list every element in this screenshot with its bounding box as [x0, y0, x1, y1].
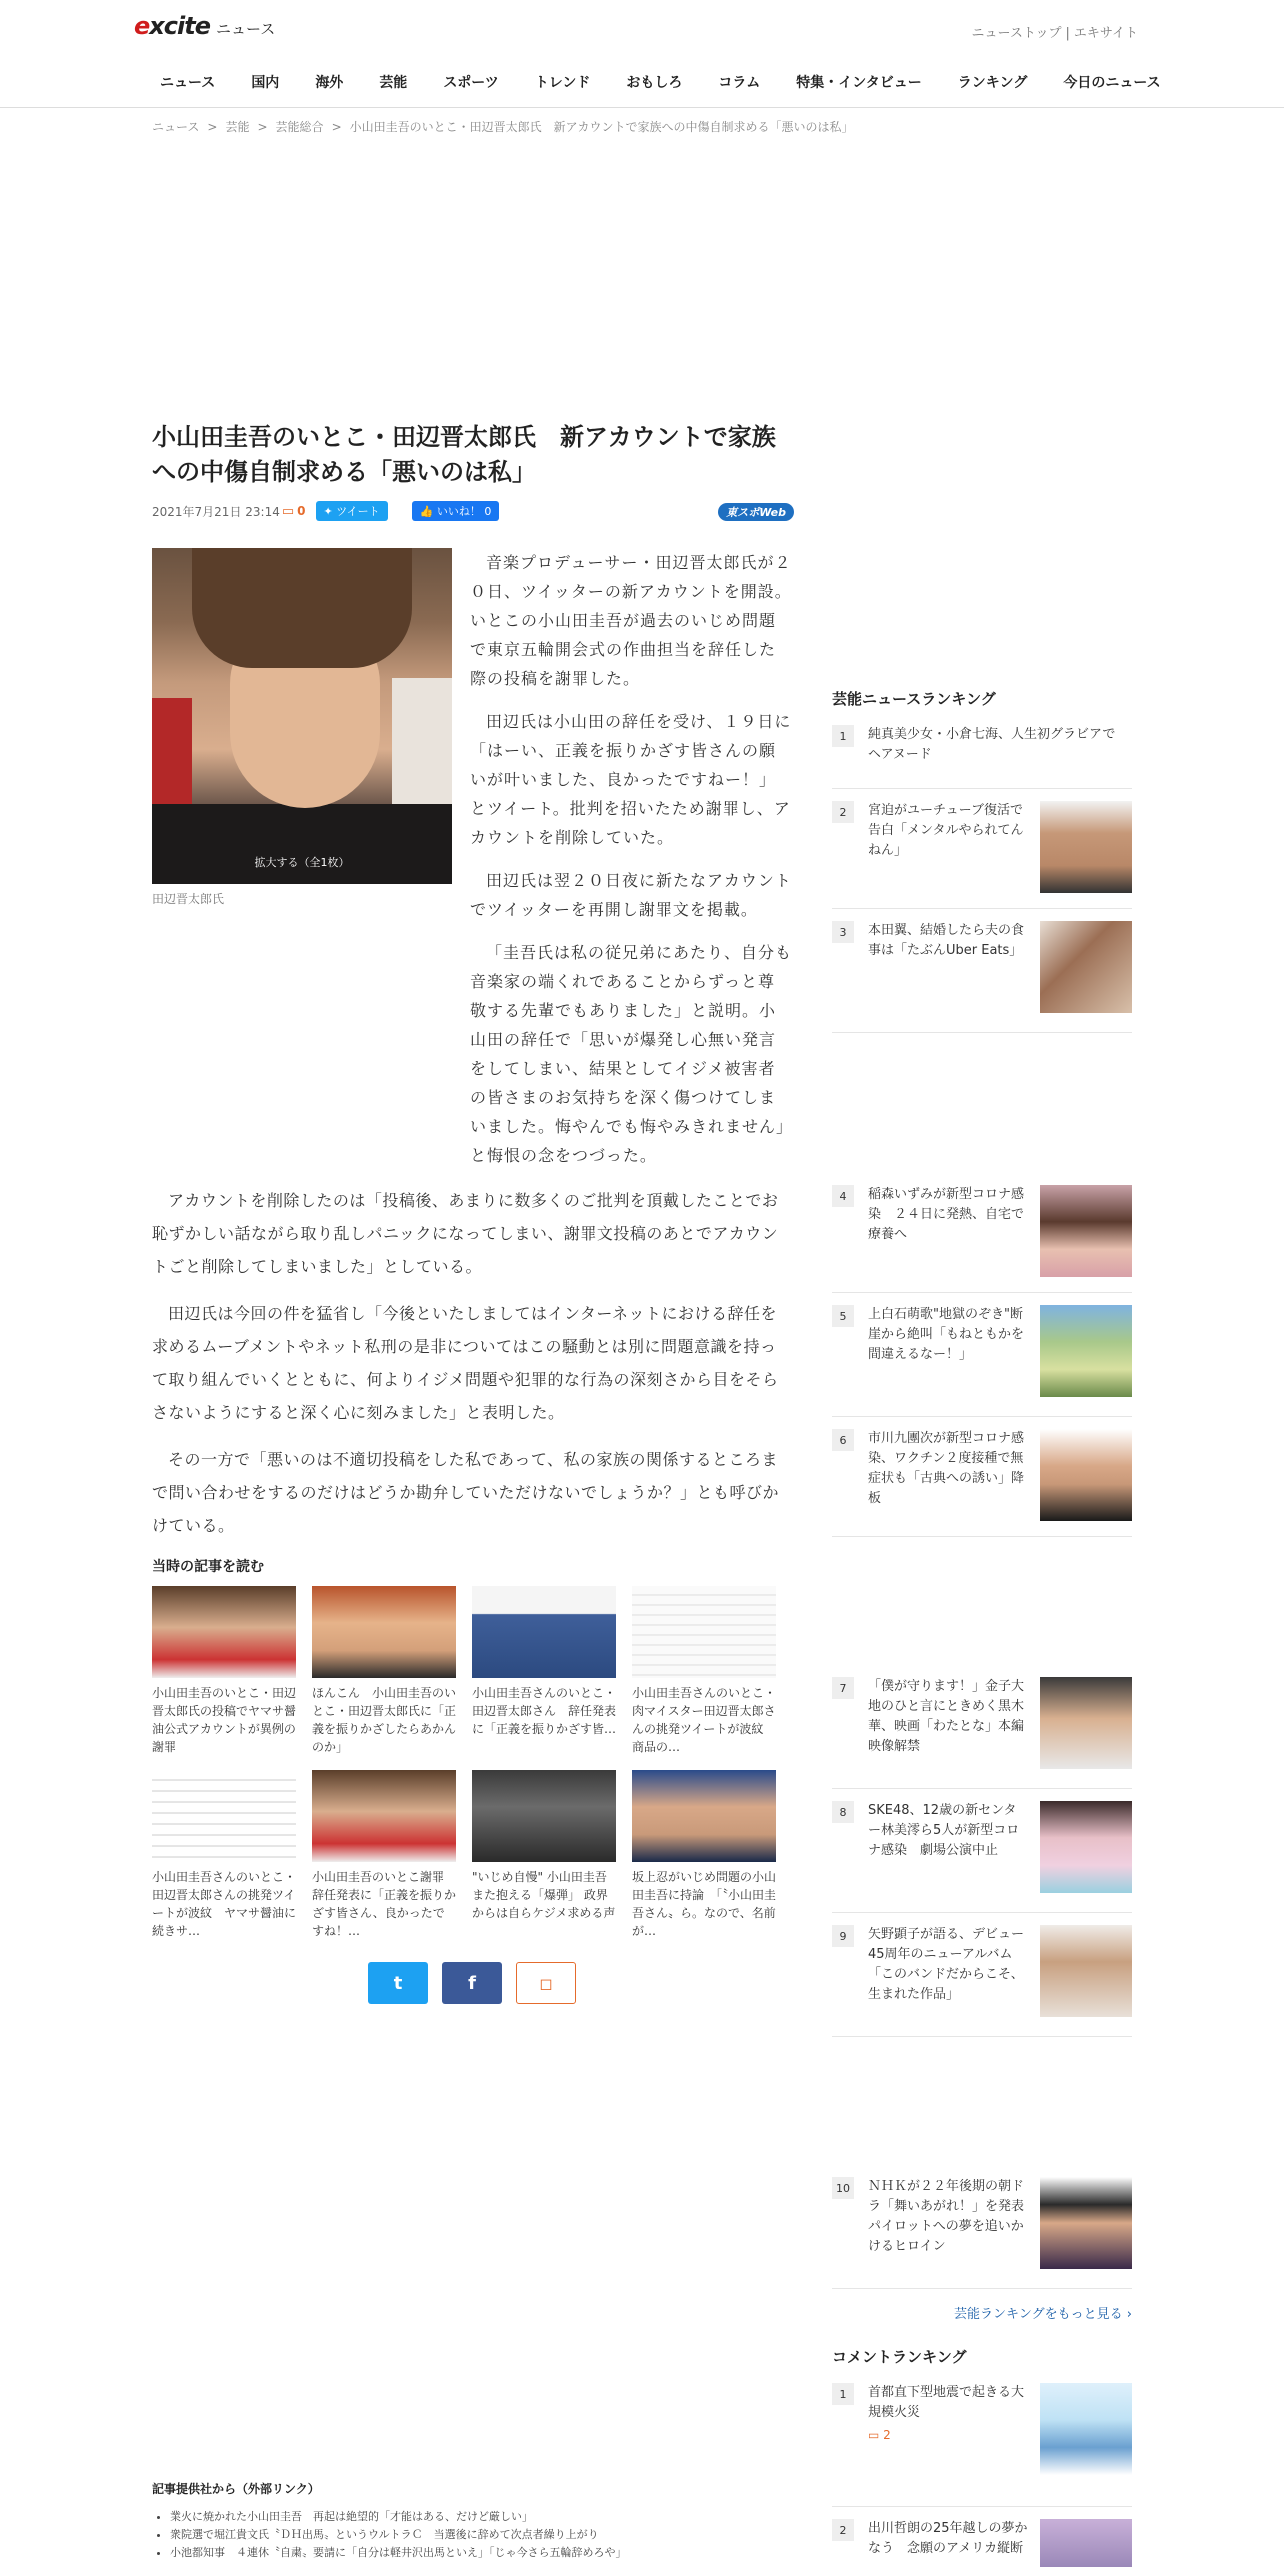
- related-item[interactable]: [632, 1586, 776, 1756]
- rank-number: 7: [832, 1677, 854, 1699]
- source-logo[interactable]: 東スポWeb: [718, 503, 794, 521]
- twitter-bird-icon: ✦: [323, 504, 337, 518]
- paragraph: 「圭吾氏は私の従兄弟にあたり、自分も音楽家の端くれであることからずっと尊敬する先輩でもありました」と説明。小山田の辞任で「思いが爆発し心無い発言をしてしまい、結果としてイジメ被害者の皆さまのお気持ちを深く傷つけてしまいました。悔やんでも悔やみきれません」と悔恨の念をつづった。: [470, 943, 793, 1165]
- rank-title: 市川九團次が新型コロナ感染、ワクチン２度接種で無症状も「古典への誘い」降板: [868, 1431, 1025, 1506]
- related-title: 小山田圭吾さんのいとこ・田辺晋太郎さん 辞任発表に「正義を振りかざす皆…: [472, 1686, 616, 1736]
- rank-thumb: [1040, 2177, 1132, 2269]
- rank-title: 矢野顕子が語る、デビュー45周年のニューアルバム「このバンドだからこそ、生まれた作品」: [868, 1927, 1025, 2002]
- external-link[interactable]: • 業火に焼かれた小山田圭吾 再起は絶望的「才能はある、だけど厳しい」: [170, 2508, 627, 2526]
- rank-number: 2: [832, 801, 854, 823]
- breadcrumb-sep: >: [257, 120, 268, 134]
- related-grid: [152, 1586, 792, 1940]
- rank-number: 9: [832, 1925, 854, 1947]
- rank-title: 稲森いずみが新型コロナ感染 ２４日に発熱、自宅で療養へ: [868, 1187, 1025, 1242]
- photo-hair: [192, 548, 412, 668]
- article-photo[interactable]: [152, 548, 452, 884]
- comment-count[interactable]: 0: [297, 504, 306, 518]
- related-title: 小山田圭吾のいとこ・田辺晋太郎氏の投稿でヤマサ醤油公式アカウントが異例の謝罪: [152, 1686, 296, 1754]
- share-twitter-button[interactable]: [368, 1962, 428, 2004]
- ranking-item[interactable]: [832, 789, 1132, 909]
- comment-icon[interactable]: ▭: [281, 503, 295, 519]
- related-heading: 当時の記事を読む: [152, 1559, 264, 1575]
- rank-title: 「僕が守ります！」金子大地のひと言にときめく黒木華、映画「わたとな」本編映像解禁: [868, 1679, 1025, 1754]
- top-link-excite[interactable]: エキサイト: [1073, 26, 1138, 41]
- breadcrumb-current: 小山田圭吾のいとこ・田辺晋太郎氏 新アカウントで家族への中傷自制求める「悪いのは私」: [349, 120, 854, 134]
- breadcrumb-sep: >: [207, 120, 218, 134]
- related-thumb: [472, 1586, 616, 1678]
- rank-number: 5: [832, 1305, 854, 1327]
- rank-title: [868, 2383, 1028, 2445]
- rank-number: 8: [832, 1801, 854, 1823]
- photo-caption: 田辺晋太郎氏: [152, 892, 225, 906]
- related-thumb: [472, 1770, 616, 1862]
- rank-title: SKE48、12歳の新センター林美澪ら5人が新型コロナ感染 劇場公演中止: [868, 1803, 1020, 1858]
- rank-thumb: [1040, 2383, 1132, 2475]
- ranking-item[interactable]: [832, 2165, 1132, 2289]
- comment-button[interactable]: [516, 1962, 576, 2004]
- article-body: [152, 1184, 792, 1542]
- related-item[interactable]: [472, 1586, 616, 1756]
- photo-shirt: [152, 804, 452, 884]
- related-item[interactable]: [632, 1770, 776, 1940]
- related-item[interactable]: [152, 1770, 296, 1940]
- ranking-item[interactable]: [832, 725, 1132, 789]
- nav-item-entertainment[interactable]: 芸能: [379, 75, 408, 91]
- breadcrumb-entertainment[interactable]: 芸能: [225, 120, 250, 134]
- rank-thumb: [1040, 1677, 1132, 1769]
- related-item[interactable]: [472, 1770, 616, 1940]
- lead-text: [470, 548, 792, 1170]
- related-title: 小山田圭吾のいとこ謝罪 辞任発表に「正義を振りかざす皆さん、良かったですね！…: [312, 1870, 456, 1938]
- nav-item-ranking[interactable]: ランキング: [957, 75, 1028, 91]
- article-meta: [152, 500, 792, 522]
- sidebar-spacer: [832, 2037, 1132, 2165]
- ranking-item[interactable]: [832, 1665, 1132, 1789]
- photo-backdrop: [152, 698, 192, 818]
- logo-section: ニュース: [215, 20, 276, 38]
- rank-thumb: [1040, 1429, 1132, 1521]
- sidebar-spacer: [832, 1537, 1132, 1665]
- article-date: 2021年7月21日 23:14: [152, 504, 280, 519]
- ranking-item[interactable]: [832, 1789, 1132, 1913]
- ranking-heading: 芸能ニュースランキング: [832, 690, 996, 708]
- rank-comment-number: 2: [883, 2428, 891, 2442]
- rank-title: 純真美少女・小倉七海、人生初グラビアでヘアヌード: [868, 727, 1116, 762]
- nav-item-news[interactable]: ニュース: [160, 75, 216, 91]
- share-row: [152, 1962, 792, 2004]
- external-link[interactable]: • 小池都知事 ４連休〝自粛〟要請に「自分は軽井沢出馬といえ」「じゃ今さら五輪辞めろや」: [170, 2544, 627, 2562]
- ranking-item[interactable]: [832, 909, 1132, 1033]
- rank-title: 出川哲朗の25年越しの夢かなう 念願のアメリカ縦断: [868, 2521, 1028, 2556]
- article-title: 小山田圭吾のいとこ・田辺晋太郎氏 新アカウントで家族への中傷自制求める「悪いのは私」: [152, 423, 776, 486]
- ranking-item[interactable]: [832, 1913, 1132, 2037]
- rank-thumb: [1040, 801, 1132, 893]
- rank-number: 6: [832, 1429, 854, 1451]
- paragraph: 田辺氏は今回の件を猛省し「今後といたしましてはインターネットにおける辞任を求めるムーブメントやネット私刑の是非についてはこの騒動とは別に問題意識を持って取り組んでいくとともに、何よりイジメ問題や犯罪的な行為の深刻さから目をそらさないようにすると深く心に刻みました」と表明した。: [152, 1304, 779, 1422]
- rank-number: 10: [832, 2177, 854, 2199]
- rank-thumb: [1040, 1305, 1132, 1397]
- rank-title: 宮迫がユーチューブ復活で告白「メンタルやられてんねん」: [868, 803, 1024, 858]
- related-item[interactable]: [152, 1586, 296, 1756]
- rank-thumb: [1040, 1925, 1132, 2017]
- nav-item-feature[interactable]: 特集・インタビュー: [796, 75, 922, 91]
- comment-icon: ▭: [868, 2428, 884, 2442]
- tweet-button[interactable]: [316, 501, 388, 521]
- thumbs-up-icon: 👍: [419, 504, 437, 518]
- related-item[interactable]: [312, 1586, 456, 1756]
- facebook-icon: f: [468, 1972, 476, 1994]
- top-link-news-top[interactable]: ニューストップ: [971, 26, 1062, 41]
- like-button[interactable]: [412, 501, 500, 521]
- like-label: いいね！ 0: [436, 505, 492, 518]
- nav-item-domestic[interactable]: 国内: [251, 75, 280, 91]
- rank-title: 本田翼、結婚したら夫の食事は「たぶんUber Eats」: [868, 923, 1025, 958]
- breadcrumb-sep: >: [331, 120, 342, 134]
- rank-thumb: [1040, 1801, 1132, 1893]
- paragraph: その一方で「悪いのは不適切投稿をした私であって、私の家族の関係するところまで問い合わせをするのだけはどうか勘弁していただけないでしょうか？」とも呼びかけている。: [152, 1450, 780, 1535]
- rank-thumb: [1040, 1185, 1132, 1277]
- tweet-label: ツイート: [336, 505, 380, 518]
- related-title: 小山田圭吾さんのいとこ・田辺晋太郎さんの挑発ツイートが波紋 ヤマサ醤油に続きサ…: [152, 1870, 296, 1938]
- related-thumb: [152, 1770, 296, 1862]
- twitter-icon: t: [393, 1972, 403, 1994]
- site-header: [0, 0, 1284, 108]
- ranking-item[interactable]: [832, 1417, 1132, 1537]
- rank-title-text: 首都直下型地震で起きる大規模火災: [868, 2385, 1025, 2420]
- external-links-heading: 記事提供社から（外部リンク）: [152, 2482, 320, 2496]
- global-nav: [142, 72, 1179, 92]
- nav-item-world[interactable]: 海外: [315, 75, 344, 91]
- nav-item-sports[interactable]: スポーツ: [443, 75, 499, 91]
- sidebar-spacer: [832, 1033, 1132, 1173]
- nav-item-column[interactable]: コラム: [718, 75, 761, 91]
- more-link-label: 芸能ランキングをもっと見る: [954, 2307, 1123, 2322]
- logo-brand-text: xcite: [149, 12, 210, 40]
- article: [152, 420, 792, 2004]
- nav-item-fun[interactable]: おもしろ: [626, 75, 683, 91]
- related-title: ほんこん 小山田圭吾のいとこ・田辺晋太郎氏に「正義を振りかざしたらあかんのか」: [312, 1686, 456, 1754]
- nav-item-trend[interactable]: トレンド: [534, 75, 591, 91]
- ranking-item[interactable]: [832, 1173, 1132, 1293]
- rank-number: 1: [832, 2383, 854, 2405]
- rank-comment-count: [868, 2425, 1028, 2445]
- related-title: 小山田圭吾さんのいとこ・肉マイスター田辺晋太郎さんの挑発ツイートが波紋 商品の…: [632, 1686, 776, 1754]
- rank-thumb: [1040, 2519, 1132, 2567]
- paragraph: 田辺氏は小山田の辞任を受け、１９日に「はーい、正義を振りかざす皆さんの願いが叶いました、良かったですねー！」とツイート。批判を招いたため謝罪し、アカウントを削除していた。: [470, 712, 792, 847]
- article-lead: [152, 548, 792, 1170]
- share-facebook-button[interactable]: [442, 1962, 502, 2004]
- external-links: [160, 2508, 627, 2562]
- rank-number: 1: [832, 725, 854, 747]
- top-links: [972, 22, 1138, 41]
- breadcrumb: [152, 118, 854, 135]
- rank-title: ＮＨＫが２２年後期の朝ドラ「舞いあがれ！」を発表 パイロットへの夢を追いかけるヒロイン: [868, 2179, 1038, 2254]
- related-title: 坂上忍がいじめ問題の小山田圭吾に持論 「〝小山田圭吾さん〟ら。なので、名前が…: [632, 1870, 776, 1938]
- ranking-more-link[interactable]: [832, 2303, 1132, 2322]
- chevron-right-icon: ›: [1122, 2307, 1132, 2322]
- rank-title: 上白石萌歌"地獄のぞき"断崖から絶叫「もねともかを間違えるなー！」: [868, 1307, 1025, 1362]
- rank-number: 3: [832, 921, 854, 943]
- related-thumb: [632, 1770, 776, 1862]
- related-title: "いじめ自慢" 小山田圭吾 また抱える「爆弾」 政界からは自らケジメ求める声: [472, 1870, 616, 1920]
- paragraph: 田辺氏は翌２０日夜に新たなアカウントでツイッターを再開し謝罪文を掲載。: [470, 871, 792, 919]
- site-logo[interactable]: [134, 12, 275, 48]
- comment-ranking-item[interactable]: [832, 2383, 1132, 2507]
- related-thumb: [152, 1586, 296, 1678]
- related-thumb: [312, 1586, 456, 1678]
- rank-number: 4: [832, 1185, 854, 1207]
- comment-ranking-heading: コメントランキング: [832, 2348, 967, 2366]
- related-item[interactable]: [312, 1770, 456, 1940]
- comment-icon: ◻: [539, 1973, 553, 1993]
- paragraph: 音楽プロデューサー・田辺晋太郎氏が２０日、ツイッターの新アカウントを開設。いとこの小山田圭吾が過去のいじめ問題で東京五輪開会式の作曲担当を辞任した際の投稿を謝罪した。: [470, 553, 792, 688]
- nav-item-today[interactable]: 今日のニュース: [1063, 75, 1161, 91]
- ranking-item[interactable]: [832, 1293, 1132, 1417]
- related-thumb: [632, 1586, 776, 1678]
- rank-number: 2: [832, 2519, 854, 2541]
- external-link[interactable]: • 衆院選で堀江貴文氏〝ＤＨ出馬〟というウルトラＣ 当選後に辞めて次点者繰り上がり: [170, 2526, 627, 2544]
- related-thumb: [312, 1770, 456, 1862]
- photo-enlarge-label[interactable]: 拡大する（全1枚）: [254, 856, 350, 869]
- comment-ranking-item[interactable]: [832, 2507, 1132, 2567]
- sidebar: [832, 688, 1132, 2567]
- logo-brand: excite: [134, 12, 210, 40]
- breadcrumb-general[interactable]: 芸能総合: [275, 120, 324, 134]
- rank-thumb: [1040, 921, 1132, 1013]
- divider: |: [1065, 26, 1070, 41]
- breadcrumb-news[interactable]: ニュース: [152, 120, 200, 134]
- paragraph: アカウントを削除したのは「投稿後、あまりに数多くのご批判を頂戴したことでお恥ずかしい話ながら取り乱しパニックになってしまい、謝罪文投稿のあとでアカウントごと削除してしまいました」としている。: [152, 1191, 779, 1276]
